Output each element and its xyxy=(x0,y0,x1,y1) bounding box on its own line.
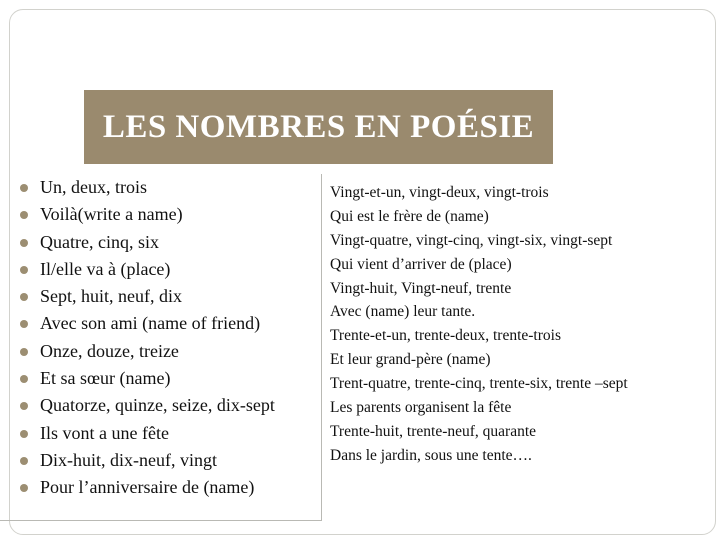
slide-title: LES NOMBRES EN POÉSIE xyxy=(102,108,535,145)
list-item-text: Pour l’anniversaire de (name) xyxy=(40,477,255,498)
bullet-icon xyxy=(20,211,28,219)
title-banner xyxy=(84,90,553,164)
poem-line: Vingt-huit, Vingt-neuf, trente xyxy=(330,279,512,297)
list-item xyxy=(0,310,321,337)
poem-line: Trente-huit, trente-neuf, quarante xyxy=(330,422,537,440)
right-column xyxy=(330,181,715,468)
bullet-list xyxy=(0,174,321,502)
list-item xyxy=(0,420,321,447)
list-item-text: Quatre, cinq, six xyxy=(40,231,159,252)
bullet-icon xyxy=(20,457,28,465)
list-item-text: Avec son ami (name of friend) xyxy=(40,313,261,334)
poem-line: Vingt-quatre, vingt-cinq, vingt-six, vingt-sept xyxy=(330,231,613,249)
list-item-text: Dix-huit, dix-neuf, vingt xyxy=(40,449,217,470)
bullet-icon xyxy=(20,320,28,328)
left-column xyxy=(0,174,322,521)
list-item xyxy=(0,447,321,474)
poem-line: Qui est le frère de (name) xyxy=(330,207,489,225)
poem-line: Les parents organisent la fête xyxy=(330,399,512,417)
poem-line: Avec (name) leur tante. xyxy=(330,303,476,321)
list-item-text: Quatorze, quinze, seize, dix-sept xyxy=(40,395,275,416)
list-item xyxy=(0,365,321,392)
list-item xyxy=(0,229,321,256)
list-item-text: Et sa sœur (name) xyxy=(40,368,171,389)
list-item-text: Ils vont a une fête xyxy=(40,422,169,443)
list-item-text: Voilà(write a name) xyxy=(40,204,183,225)
bullet-icon xyxy=(20,484,28,492)
poem-line: Qui vient d’arriver de (place) xyxy=(330,255,512,273)
list-item-text: Il/elle va à (place) xyxy=(40,258,171,279)
list-item xyxy=(0,474,321,501)
bullet-icon xyxy=(20,402,28,410)
poem-line: Dans le jardin, sous une tente…. xyxy=(330,446,532,464)
list-item xyxy=(0,201,321,228)
poem-line: Trente-et-un, trente-deux, trente-trois xyxy=(330,327,561,345)
list-item-text: Un, deux, trois xyxy=(40,177,147,197)
bullet-icon xyxy=(20,184,28,192)
list-item xyxy=(0,256,321,283)
list-item xyxy=(0,392,321,419)
bullet-icon xyxy=(20,293,28,301)
bullet-icon xyxy=(20,375,28,383)
bullet-icon xyxy=(20,266,28,274)
list-item xyxy=(0,338,321,365)
poem-line: Vingt-et-un, vingt-deux, vingt-trois xyxy=(330,184,549,201)
list-item xyxy=(0,174,321,201)
bullet-icon xyxy=(20,430,28,438)
list-item xyxy=(0,283,321,310)
poem-line: Trent-quatre, trente-cinq, trente-six, trente –sept xyxy=(330,375,628,393)
list-item-text: Onze, douze, treize xyxy=(40,340,179,361)
list-item-text: Sept, huit, neuf, dix xyxy=(40,286,182,307)
bullet-icon xyxy=(20,239,28,247)
poem-line: Et leur grand-père (name) xyxy=(330,351,491,369)
bullet-icon xyxy=(20,348,28,356)
